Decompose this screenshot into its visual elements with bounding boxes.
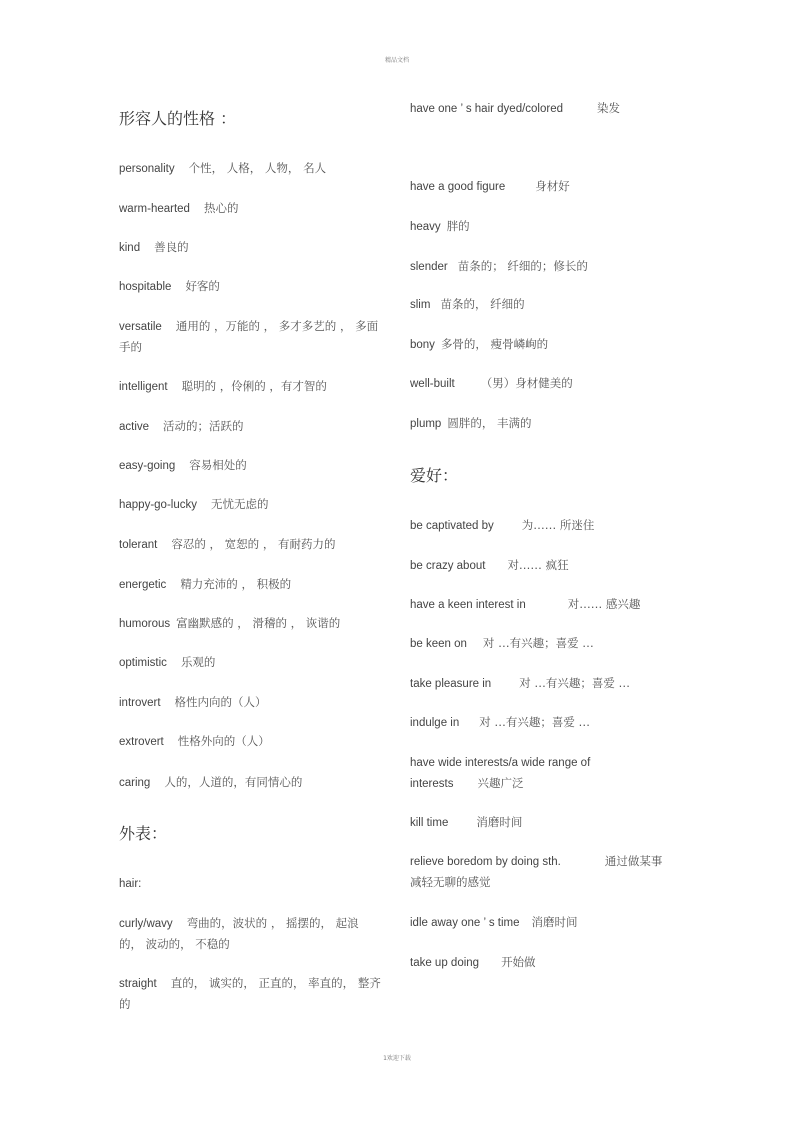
entry-happy-go-lucky [119,494,389,515]
entry-definition: 消磨时间 [476,815,523,829]
entry-definition: 对 …有兴趣；喜爱 … [519,676,631,690]
entry-heavy [410,216,680,237]
entry-term: have a keen interest in [410,599,526,611]
entry-idle-away [410,912,680,933]
entry-definition: 对 …有兴趣；喜爱 … [482,636,594,650]
entry-kind [119,237,389,258]
page-footer: 1欢迎下载 [383,1055,411,1062]
page-header: 精品文档 [384,57,409,64]
entry-definition: 人的，人道的，有同情心的 [164,775,303,789]
entry-tolerant [119,534,389,555]
entry-intelligent [119,376,389,397]
entry-term: optimistic [119,657,167,669]
entry-definition: 无忧无虑的 [210,497,269,511]
entry-definition: 弯曲的，波状的 ， 摇摆的， 起浪的， 波动的， 不稳的 [119,916,359,951]
entry-term: take up doing [410,957,480,969]
entry-well-built [410,373,680,394]
entry-definition: （男）身材健美的 [480,376,573,390]
entry-term: personality [119,163,175,175]
section-heading-personality: 形容人的性格 ： [119,109,237,128]
entry-introvert [119,692,389,713]
entry-term: heavy [410,221,441,233]
entry-easy-going [119,455,389,476]
entry-personality [119,158,389,179]
entry-definition: 通用的 ，万能的 ， 多才多艺的 ， 多面手的 [119,319,379,354]
section-heading-appearance: 外表： [119,824,168,843]
entry-term: have a good figure [410,181,506,193]
entry-term: indulge in [410,717,460,729]
entry-definition: 多骨的， 瘦骨嶙峋的 [440,337,549,351]
entry-term: bony [410,339,435,351]
entry-term: versatile [119,321,162,333]
entry-curly-wavy [119,913,381,954]
entry-optimistic [119,652,389,673]
entry-keen-interest [410,594,680,615]
entry-term: easy-going [119,460,176,472]
entry-term: active [119,421,150,433]
entry-term: take pleasure in [410,678,492,690]
entry-definition: 格性内向的（人） [174,695,267,709]
entry-take-up [410,952,680,973]
entry-bony [410,334,680,355]
entry-active [119,416,389,437]
entry-term: be crazy about [410,560,486,572]
entry-term: caring [119,777,151,789]
entry-term: hair: [119,878,142,890]
entry-term: warm-hearted [119,203,190,215]
entry-definition: 聪明的 ，伶俐的 ，有才智的 [181,379,327,393]
entry-term: kind [119,242,141,254]
entry-definition: 热心的 [203,201,239,215]
entry-plump [410,413,680,434]
entry-definition: 身材好 [535,179,570,193]
entry-wide-interests [410,752,615,794]
entry-definition: 对 …有兴趣；喜爱 … [479,715,591,729]
entry-term: have one ’ s hair dyed/colored [410,103,564,115]
entry-slim [410,294,680,315]
entry-definition: 对…… 感兴趣 [567,597,641,611]
entry-term: plump [410,418,442,430]
entry-definition: 消磨时间 [531,915,578,929]
entry-definition: 容易相处的 [189,458,247,472]
entry-definition: 苗条的； 纤细的；修长的 [457,259,588,273]
entry-term: slim [410,299,431,311]
entry-term: have wide interests/a wide range of interests [410,757,591,790]
entry-relieve-boredom [410,851,672,892]
entry-take-pleasure [410,673,680,694]
entry-term: introvert [119,697,161,709]
entry-term: well-built [410,378,455,390]
entry-keen-on [410,633,680,654]
entry-definition: 对…… 疯狂 [507,558,569,572]
entry-term: be captivated by [410,520,494,532]
entry-term: curly/wavy [119,918,173,930]
entry-term: straight [119,978,157,990]
entry-good-figure [410,176,680,197]
entry-crazy-about [410,555,680,576]
entry-definition: 染发 [597,101,621,115]
entry-caring [119,772,389,793]
entry-term: be keen on [410,638,467,650]
entry-definition: 通过做某事减轻无聊的感觉 [410,854,663,889]
entry-definition: 圆胖的， 丰满的 [447,416,532,430]
entry-term: tolerant [119,539,158,551]
entry-definition: 苗条的， 纤细的 [440,297,525,311]
entry-definition: 开始做 [501,955,536,969]
entry-term: intelligent [119,381,168,393]
entry-slender [410,256,680,277]
entry-definition: 直的， 诚实的， 正直的， 率直的， 整齐的 [119,976,381,1011]
entry-energetic [119,574,389,595]
entry-warm-hearted [119,198,389,219]
entry-humorous [119,613,389,634]
entry-definition: 善良的 [154,240,189,254]
entry-hair-dyed [410,98,680,119]
entry-hospitable [119,276,389,297]
entry-definition: 性格外向的（人） [177,734,270,748]
entry-term: hospitable [119,281,172,293]
entry-definition: 富幽默感的 ， 滑稽的 ， 诙谐的 [176,616,341,630]
entry-term: happy-go-lucky [119,499,197,511]
entry-definition: 容忍的 ， 宽恕的 ， 有耐药力的 [171,537,336,551]
entry-extrovert [119,731,389,752]
entry-definition: 活动的；活跃的 [163,419,244,433]
entry-definition: 好客的 [185,279,220,293]
entry-term: idle away one ’ s time [410,917,520,929]
entry-definition: 乐观的 [180,655,216,669]
entry-term: kill time [410,817,449,829]
entry-term: humorous [119,618,171,630]
entry-kill-time [410,812,680,833]
entry-definition: 个性， 人格， 人物， 名人 [188,161,327,175]
entry-versatile [119,316,384,357]
entry-captivated [410,515,680,536]
entry-term: relieve boredom by doing sth. [410,856,561,868]
entry-straight [119,973,389,1014]
entry-hair [119,873,389,894]
entry-definition: 为…… 所迷住 [521,518,595,532]
entry-definition: 兴趣广泛 [477,776,524,790]
entry-term: extrovert [119,736,164,748]
entry-definition: 精力充沛的 ， 积极的 [180,577,292,591]
section-heading-hobbies: 爱好： [410,466,459,485]
entry-definition: 胖的 [446,219,470,233]
entry-indulge-in [410,712,680,733]
entry-term: slender [410,261,448,273]
entry-term: energetic [119,579,167,591]
